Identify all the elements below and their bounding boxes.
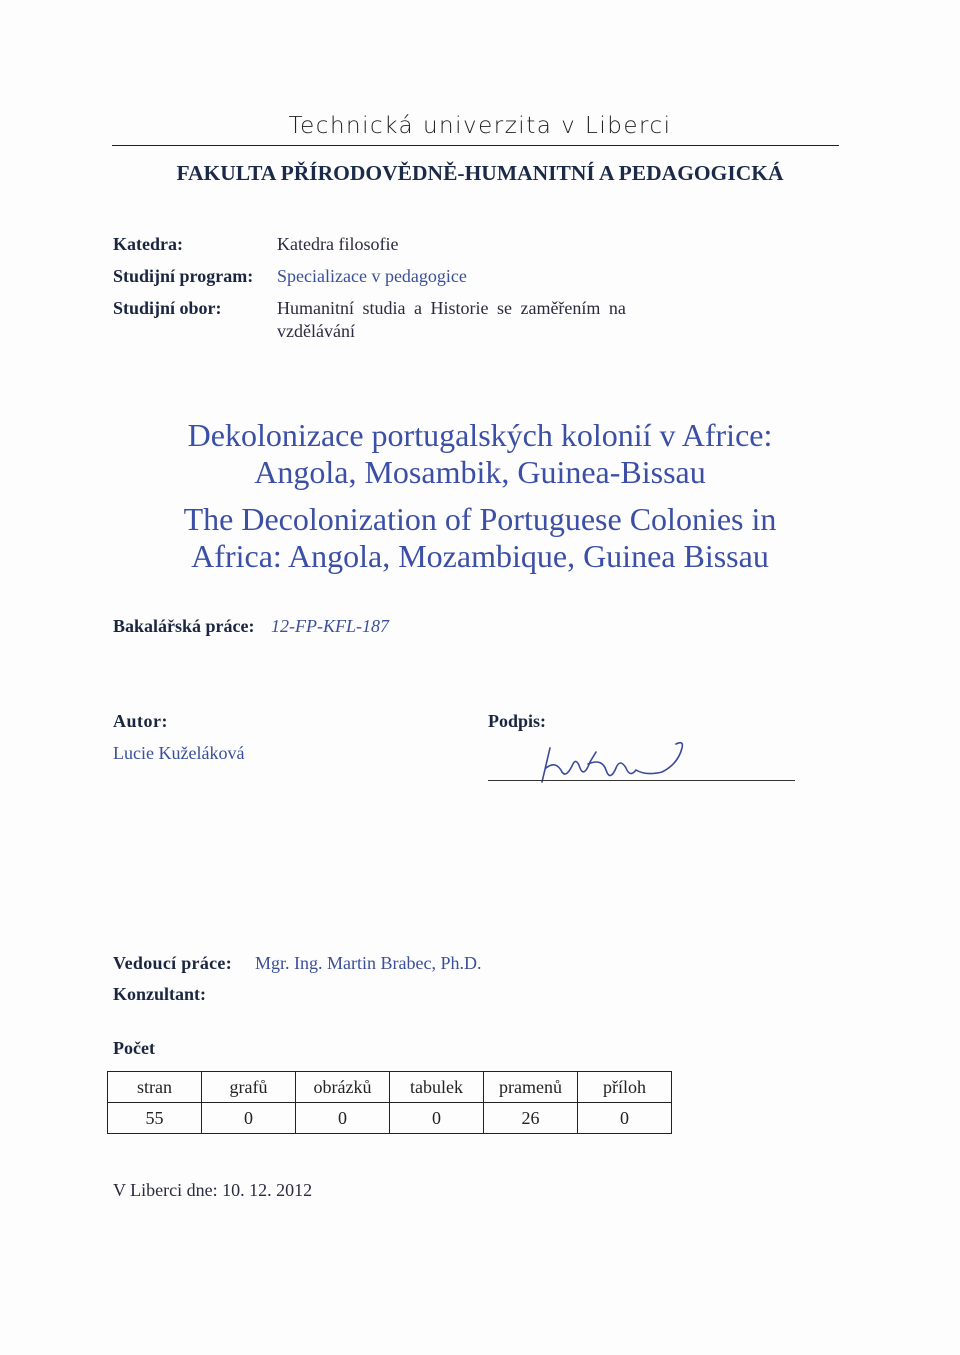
author-label: Autor: <box>113 711 168 731</box>
count-value-cell: 0 <box>202 1103 296 1134</box>
signature-label: Podpis: <box>488 711 547 731</box>
consultant-label: Konzultant: <box>113 984 207 1004</box>
title-en-line1: The Decolonization of Portuguese Colonies in <box>183 501 777 537</box>
count-value-cell: 26 <box>484 1103 578 1134</box>
title-cz-line2: Angola, Mosambik, Guinea-Bissau <box>254 454 706 490</box>
title-en-line2: Africa: Angola, Mozambique, Guinea Bissau <box>191 538 769 574</box>
department-label: Katedra: <box>113 234 183 254</box>
signature-image <box>536 738 686 786</box>
program-value: Specializace v pedagogice <box>277 266 467 286</box>
university-name: Technická univerzita v Liberci <box>288 113 672 139</box>
title-cz-line1: Dekolonizace portugalských kolonií v Africe: <box>187 417 773 453</box>
supervisor-label: Vedoucí práce: <box>113 953 233 973</box>
count-table <box>107 1071 672 1134</box>
program-label: Studijní program: <box>113 266 254 286</box>
count-header-cell: příloh <box>578 1072 672 1103</box>
supervisor-name: Mgr. Ing. Martin Brabec, Ph.D. <box>255 953 482 973</box>
count-header-cell: tabulek <box>390 1072 484 1103</box>
department-value: Katedra filosofie <box>277 234 399 254</box>
count-value-cell: 0 <box>390 1103 484 1134</box>
count-header-cell: pramenů <box>484 1072 578 1103</box>
field-value: Humanitní studia a Historie se zaměřením na <box>277 298 626 318</box>
header-rule <box>112 145 839 146</box>
signature-line <box>488 780 795 781</box>
count-header-cell: grafů <box>202 1072 296 1103</box>
thesis-label: Bakalářská práce: <box>113 616 255 636</box>
field-label: Studijní obor: <box>113 298 222 318</box>
author-name: Lucie Kuželáková <box>113 743 245 763</box>
count-header-cell: stran <box>108 1072 202 1103</box>
count-value-cell: 0 <box>296 1103 390 1134</box>
count-header-row <box>108 1072 672 1103</box>
count-value-row <box>108 1103 672 1134</box>
field-value-cont: vzdělávání <box>277 321 355 341</box>
count-value-cell: 55 <box>108 1103 202 1134</box>
count-header-cell: obrázků <box>296 1072 390 1103</box>
thesis-code: 12-FP-KFL-187 <box>271 616 389 636</box>
faculty-name: FAKULTA PŘÍRODOVĚDNĚ-HUMANITNÍ A PEDAGOGICKÁ <box>176 161 784 185</box>
count-label: Počet <box>113 1038 155 1058</box>
place-date: V Liberci dne: 10. 12. 2012 <box>113 1180 313 1200</box>
count-value-cell: 0 <box>578 1103 672 1134</box>
